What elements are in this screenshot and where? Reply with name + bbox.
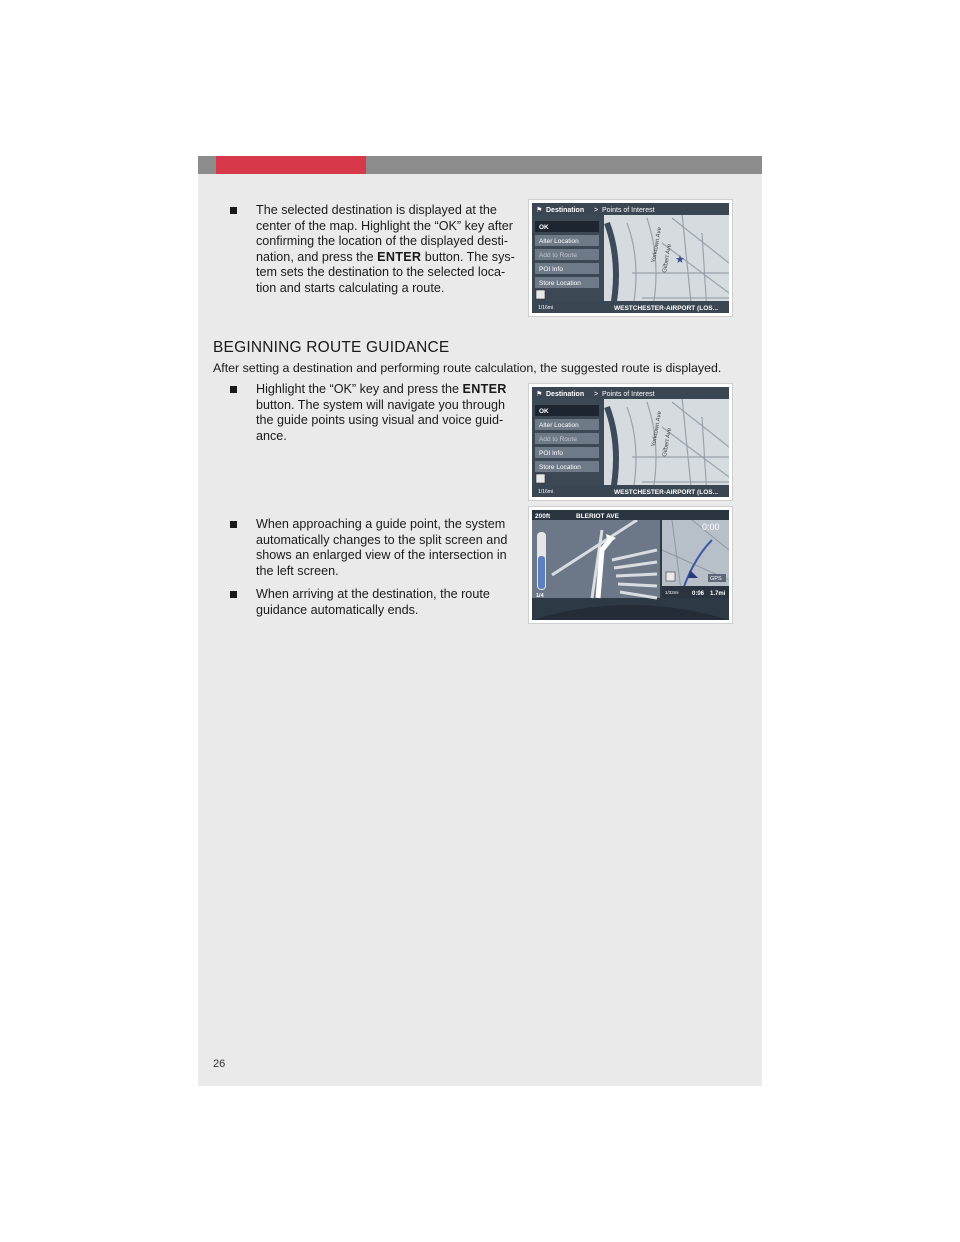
bullet-square-icon	[230, 521, 237, 528]
nav-menu	[535, 221, 599, 288]
header-bar	[198, 156, 762, 174]
bullet-highlight-ok: Highlight the “OK” key and press the ENTER button. The system will navigate you through the guide points using visual and voice guid- ance.	[230, 382, 516, 444]
svg-text:Gilbert Ave: Gilbert Ave	[662, 427, 674, 458]
svg-text:1/32mi: 1/32mi	[665, 590, 679, 595]
compass-icon	[536, 290, 545, 299]
guidance-screen	[532, 510, 729, 620]
svg-text:OK: OK	[539, 224, 549, 231]
nav-screenshot-destination	[528, 199, 733, 317]
page-number: 26	[213, 1058, 226, 1070]
section-intro: After setting a destination and performing route calculation, the suggested route is displayed.	[213, 361, 722, 375]
svg-text:Store Location: Store Location	[539, 464, 581, 471]
bullet-square-icon	[230, 386, 237, 393]
svg-text:Yorktown Ave: Yorktown Ave	[651, 410, 664, 448]
svg-text:OK: OK	[539, 408, 549, 415]
compass-icon	[536, 474, 545, 483]
svg-text:Yorktown Ave: Yorktown Ave	[651, 226, 664, 264]
svg-text:1/4: 1/4	[536, 593, 544, 599]
svg-text:Destination: Destination	[546, 207, 585, 214]
svg-text:0:00: 0:00	[702, 522, 720, 532]
svg-text:1.7mi: 1.7mi	[710, 591, 726, 597]
svg-text:Destination: Destination	[546, 391, 585, 398]
bullet-square-icon	[230, 591, 237, 598]
svg-text:0:06: 0:06	[692, 591, 705, 597]
distance-bar	[538, 556, 545, 589]
svg-text:>: >	[594, 391, 599, 398]
svg-text:Points of Interest: Points of Interest	[602, 207, 655, 214]
svg-text:Alter Location: Alter Location	[539, 238, 579, 245]
header-accent	[216, 156, 366, 174]
section-heading: BEGINNING ROUTE GUIDANCE	[213, 339, 450, 356]
svg-text:BLERIOT AVE: BLERIOT AVE	[576, 513, 619, 520]
svg-text:POI Info: POI Info	[539, 266, 563, 273]
nav-screen	[532, 387, 729, 497]
bullet-square-icon	[230, 207, 237, 214]
nav-screen	[532, 203, 729, 313]
svg-text:Gilbert Ave: Gilbert Ave	[662, 243, 674, 274]
svg-text:Add to Route: Add to Route	[539, 436, 577, 443]
svg-text:1/16mi: 1/16mi	[538, 305, 554, 311]
compass-icon	[666, 572, 675, 581]
enter-key-label: ENTER	[377, 249, 422, 264]
svg-text:200ft: 200ft	[535, 513, 551, 520]
svg-text:WESTCHESTER-AIRPORT (LOS...: WESTCHESTER-AIRPORT (LOS...	[614, 489, 718, 496]
svg-text:Alter Location: Alter Location	[539, 422, 579, 429]
bullet-approaching-guide-point: When approaching a guide point, the system automatically changes to the split screen and shows an enlarged view of the intersection in the left screen.	[230, 517, 516, 579]
flag-icon: ⚑	[536, 206, 543, 214]
svg-text:WESTCHESTER-AIRPORT (LOS...: WESTCHESTER-AIRPORT (LOS...	[614, 305, 718, 312]
svg-text:Add to Route: Add to Route	[539, 252, 577, 259]
enter-key-label: ENTER	[462, 382, 507, 396]
bullet-arriving-destination: When arriving at the destination, the route guidance automatically ends.	[230, 587, 516, 618]
bullet-selected-destination: The selected destination is displayed at the center of the map. Highlight the “OK” key after confirming the location of the displayed desti- nation, and press the ENTER button. The sys- tem sets the destination to the selected loca- tion and starts calculating a route.	[230, 203, 516, 297]
svg-text:1/16mi: 1/16mi	[538, 489, 554, 495]
svg-text:GPS: GPS	[710, 576, 722, 582]
nav-screenshot-guidance	[528, 506, 733, 624]
svg-text:Store Location: Store Location	[539, 280, 581, 287]
nav-menu	[535, 405, 599, 472]
flag-icon: ⚑	[536, 390, 543, 398]
svg-text:>: >	[594, 207, 599, 214]
svg-text:POI Info: POI Info	[539, 450, 563, 457]
svg-text:Points of Interest: Points of Interest	[602, 391, 655, 398]
destination-star-icon: ★	[675, 253, 685, 266]
nav-screenshot-route	[528, 383, 733, 501]
